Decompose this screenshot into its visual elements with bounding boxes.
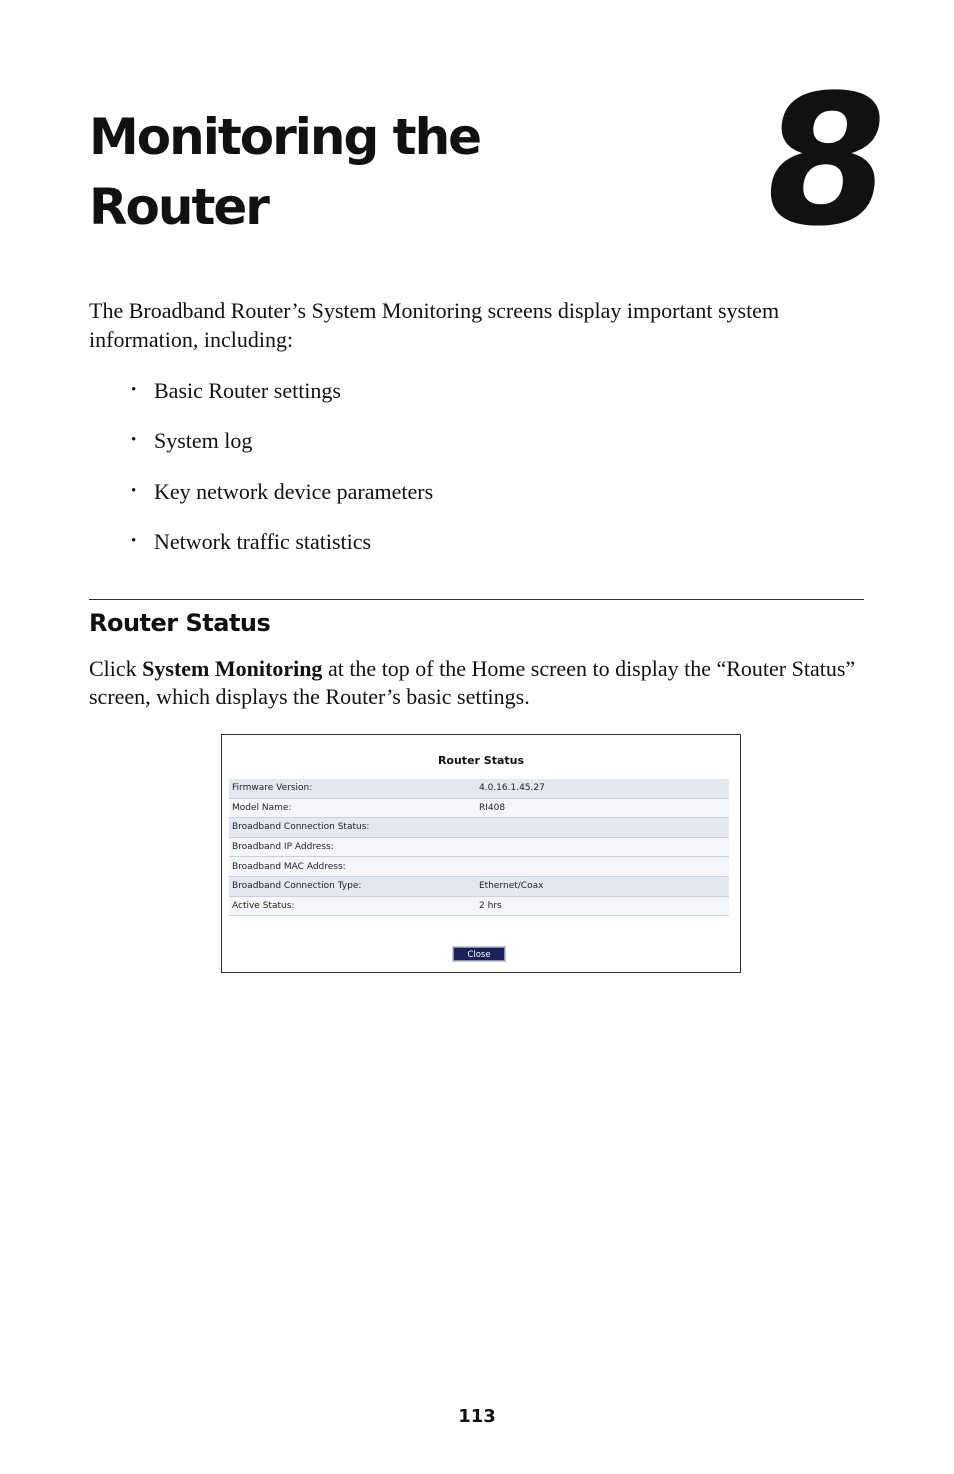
page-number: 113 bbox=[458, 1406, 496, 1427]
list-item: • Basic Router settings bbox=[130, 376, 433, 426]
table-row bbox=[229, 876, 729, 896]
row-label: Broadband Connection Type: bbox=[229, 876, 476, 896]
table-row bbox=[229, 779, 729, 798]
section-text-prefix: Click bbox=[89, 656, 143, 681]
chapter-title-line-1: Monitoring the bbox=[89, 108, 481, 166]
row-value bbox=[476, 818, 729, 838]
section-text-suffix: at the top of the Home screen to display the “Router Status” screen, which displays the Router’s basic settings. bbox=[89, 656, 856, 709]
table-row bbox=[229, 798, 729, 818]
row-label: Broadband IP Address: bbox=[229, 837, 476, 857]
row-label: Model Name: bbox=[229, 798, 476, 818]
chapter-title-line-2: Router bbox=[89, 178, 268, 236]
list-item: • Network traffic statistics bbox=[130, 527, 433, 577]
row-value bbox=[476, 837, 729, 857]
section-divider bbox=[89, 599, 864, 600]
row-value bbox=[476, 857, 729, 877]
router-status-title: Router Status bbox=[437, 754, 525, 767]
table-row bbox=[229, 857, 729, 877]
section-paragraph bbox=[89, 655, 859, 711]
table-row bbox=[229, 818, 729, 838]
row-label: Broadband MAC Address: bbox=[229, 857, 476, 877]
row-label: Broadband Connection Status: bbox=[229, 818, 476, 838]
chapter-number: 8 bbox=[750, 57, 896, 266]
row-value: 2 hrs bbox=[476, 896, 729, 916]
system-monitoring-term: System Monitoring bbox=[142, 656, 323, 681]
list-item: • System log bbox=[130, 426, 433, 476]
close-button[interactable]: Close bbox=[453, 947, 505, 961]
row-label: Firmware Version: bbox=[229, 779, 476, 798]
row-value: RI408 bbox=[476, 798, 729, 818]
table-row bbox=[229, 896, 729, 916]
row-value: 4.0.16.1.45.27 bbox=[476, 779, 729, 798]
intro-paragraph: The Broadband Router’s System Monitoring screens display important system information, including: bbox=[89, 298, 780, 352]
list-item: • Key network device parameters bbox=[130, 477, 433, 527]
row-value: Ethernet/Coax bbox=[476, 876, 729, 896]
table-row bbox=[229, 837, 729, 857]
section-heading: Router Status bbox=[89, 609, 271, 637]
row-label: Active Status: bbox=[229, 896, 476, 916]
chapter-title bbox=[89, 102, 649, 242]
router-status-table bbox=[229, 779, 729, 916]
feature-list bbox=[130, 376, 433, 577]
router-status-screenshot bbox=[221, 734, 741, 973]
